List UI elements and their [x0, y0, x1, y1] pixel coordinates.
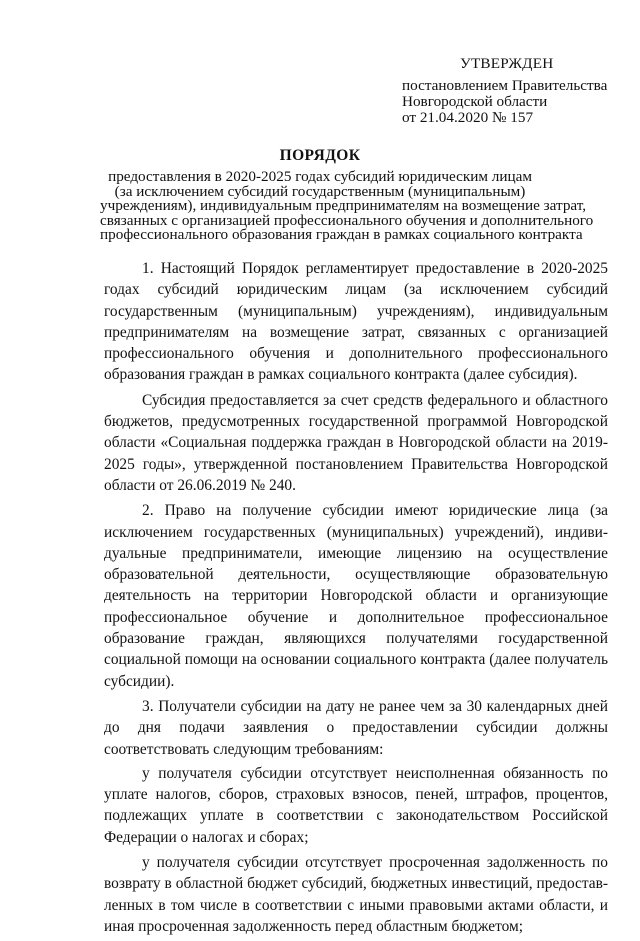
approval-line: Новгородской области	[402, 93, 548, 110]
document-heading: ПОРЯДОК	[279, 147, 361, 164]
approval-title: УТВЕРЖДЕН	[460, 55, 554, 72]
subtitle-line: учреждениям), индивидуальным предпринимателям на возмещение затрат,	[100, 197, 587, 214]
subtitle-line: связанных с организацией профессионального обучения и дополнительного	[100, 211, 594, 229]
subtitle-line: предоставления в 2020-2025 годах субсидий юридическим лицам	[108, 168, 532, 185]
approval-line: постановлением Правительства	[402, 77, 608, 94]
paragraph-funding: Субсидия предоставляется за счет средств федерального и областного бюджетов, предусмотренных государственной программой Новгородской области «Социальная поддержка граждан в Новгородской области на 2019-2025 годы», утвержденной постановлением Правительства Новгородской области от 26.06.2019 № 240.	[104, 391, 608, 494]
subtitle-line: (за исключением субсидий государственным (муниципальным)	[114, 182, 526, 200]
subtitle-line: профессионального образования граждан в рамках социального контракта	[100, 226, 583, 243]
approval-block	[402, 56, 622, 126]
paragraph-requirement-debt: у получателя субсидии отсутствует просроченная задолженность по возврату в областной бюджет субсидий, бюджетных инвестиций, предостав-ленных в том числе в соответствии с иными правовыми актами области, и иная просроченная задолженность перед областным бюджетом;	[104, 854, 608, 935]
document-body	[104, 258, 608, 941]
approval-line: от 21.04.2020 № 157	[402, 109, 534, 126]
paragraph-clause-2: 2. Право на получение субсидии имеют юридические лица (за исключением государственных (муниципальных) учреждений), индиви-дуальные предприниматели, имеющие лицензию на осуществление образовательной деятельности, осуществляющие образовательную деятельность на территории Новгородской области и организующие профессиональное обучение и дополнительное профессиональное образование граждан, являющихся получателями государственной социальной помощи на основании социального контракта (далее получатель субсидии).	[104, 502, 608, 690]
paragraph-clause-1: 1. Настоящий Порядок регламентирует предоставление в 2020-2025 годах субсидий юридическим лицам (за исключением субсидий государственным (муниципальным) учреждениям), индивидуальным предпринимателям на возмещение затрат, связанных с организацией профессионального обучения и дополнительного профессионального образования граждан в рамках социального контракта (далее субсидия).	[104, 260, 608, 384]
document-subtitle	[100, 168, 594, 243]
paragraph-clause-3: 3. Получатели субсидии на дату не ранее чем за 30 календарных дней до дня подачи заявления о предоставлении субсидии должны соответствовать следующим требованиям:	[104, 697, 608, 758]
paragraph-requirement-taxes: у получателя субсидии отсутствует неисполненная обязанность по уплате налогов, сборов, страховых взносов, пеней, штрафов, процентов, подлежащих уплате в соответствии с законодательством Российской Федерации о налогах и сборах;	[104, 764, 608, 846]
